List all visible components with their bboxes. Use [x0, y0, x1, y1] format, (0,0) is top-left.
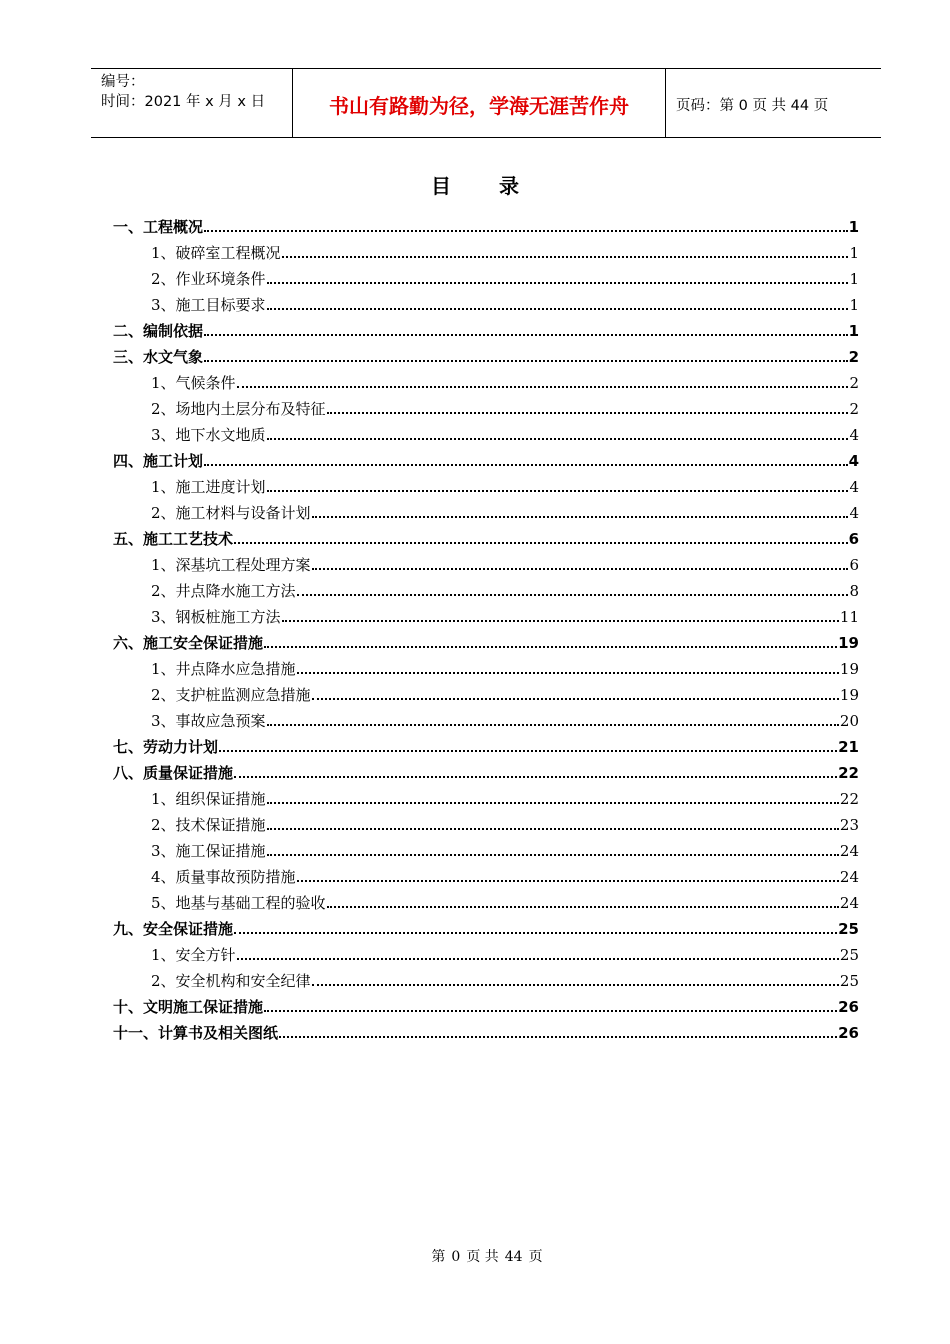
toc-entry-page: 19	[839, 686, 859, 704]
toc-subsection-entry[interactable]	[113, 938, 859, 964]
toc-entry-title: 5、地基与基础工程的验收	[151, 894, 326, 912]
toc-subsection-entry[interactable]	[113, 470, 859, 496]
toc-entry-title: 2、作业环境条件	[151, 270, 266, 288]
toc-entry-page: 1	[848, 322, 859, 340]
toc-entry-page: 23	[839, 816, 859, 834]
toc-dot-leader	[282, 256, 849, 258]
toc-subsection-entry[interactable]	[113, 366, 859, 392]
toc-entry-title: 1、施工进度计划	[151, 478, 266, 496]
toc-dot-leader	[234, 542, 848, 544]
toc-entry-page: 4	[849, 504, 859, 522]
toc-entry-title: 2、安全机构和安全纪律	[151, 972, 311, 990]
toc-entry-page: 20	[839, 712, 859, 730]
toc-entry-title: 一、工程概况	[113, 218, 204, 236]
toc-entry-title: 2、场地内土层分布及特征	[151, 400, 326, 418]
toc-entry-title: 2、施工材料与设备计划	[151, 504, 311, 522]
toc-entry-page: 25	[839, 946, 859, 964]
toc-dot-leader	[282, 620, 839, 622]
toc-entry-title: 十、文明施工保证措施	[113, 998, 264, 1016]
toc-dot-leader	[267, 802, 839, 804]
toc-dot-leader	[327, 906, 839, 908]
toc-entry-page: 19	[838, 634, 859, 652]
toc-dot-leader	[204, 334, 848, 336]
toc-entry-page: 25	[839, 972, 859, 990]
toc-subsection-entry[interactable]	[113, 600, 859, 626]
toc-entry-page: 2	[849, 400, 859, 418]
toc-entry-title: 1、气候条件	[151, 374, 236, 392]
toc-dot-leader	[267, 282, 849, 284]
toc-subsection-entry[interactable]	[113, 574, 859, 600]
toc-subsection-entry[interactable]	[113, 418, 859, 444]
toc-entry-page: 1	[849, 296, 859, 314]
header-motto: 书山有路勤为径，学海无涯苦作舟	[293, 69, 666, 137]
toc-section-entry[interactable]	[113, 912, 859, 938]
toc-dot-leader	[297, 672, 839, 674]
toc-entry-title: 九、安全保证措施	[113, 920, 234, 938]
toc-entry-page: 1	[849, 270, 859, 288]
toc-section-entry[interactable]	[113, 444, 859, 470]
footer-mid: 页 共	[466, 1249, 499, 1265]
toc-entry-page: 1	[848, 218, 859, 236]
toc-dot-leader	[279, 1036, 837, 1038]
toc-subsection-entry[interactable]	[113, 652, 859, 678]
toc-subsection-entry[interactable]	[113, 964, 859, 990]
toc-entry-page: 6	[849, 556, 859, 574]
toc-section-entry[interactable]	[113, 626, 859, 652]
toc-entry-page: 4	[849, 478, 859, 496]
toc-dot-leader	[264, 1010, 837, 1012]
document-number-label: 编号：	[101, 74, 145, 90]
toc-title: 目录	[431, 174, 567, 198]
toc-entry-title: 三、水文气象	[113, 348, 204, 366]
toc-subsection-entry[interactable]	[113, 392, 859, 418]
toc-entry-page: 4	[848, 452, 859, 470]
toc-entry-title: 1、破碎室工程概况	[151, 244, 281, 262]
header-meta-cell	[91, 69, 293, 137]
toc-dot-leader	[237, 958, 839, 960]
toc-entry-title: 七、劳动力计划	[113, 738, 219, 756]
toc-entry-title: 十一、计算书及相关图纸	[113, 1024, 279, 1042]
toc-subsection-entry[interactable]	[113, 834, 859, 860]
toc-section-entry[interactable]	[113, 990, 859, 1016]
toc-entry-page: 1	[849, 244, 859, 262]
toc-section-entry[interactable]	[113, 1016, 859, 1042]
toc-entry-page: 24	[839, 868, 859, 886]
toc-entry-page: 6	[848, 530, 859, 548]
toc-entry-page: 24	[839, 842, 859, 860]
toc-entry-page: 22	[838, 764, 859, 782]
toc-subsection-entry[interactable]	[113, 782, 859, 808]
toc-entry-page: 19	[839, 660, 859, 678]
toc-dot-leader	[204, 230, 848, 232]
toc-dot-leader	[267, 490, 849, 492]
toc-entry-page: 25	[838, 920, 859, 938]
toc-entry-title: 五、施工工艺技术	[113, 530, 234, 548]
toc-subsection-entry[interactable]	[113, 704, 859, 730]
toc-entry-title: 3、事故应急预案	[151, 712, 266, 730]
toc-dot-leader	[297, 880, 839, 882]
toc-dot-leader	[312, 568, 849, 570]
toc-subsection-entry[interactable]	[113, 808, 859, 834]
toc-dot-leader	[312, 984, 839, 986]
toc-subsection-entry[interactable]	[113, 860, 859, 886]
toc-dot-leader	[234, 776, 837, 778]
toc-entry-title: 1、深基坑工程处理方案	[151, 556, 311, 574]
toc-entry-page: 21	[838, 738, 859, 756]
toc-dot-leader	[219, 750, 837, 752]
toc-entry-title: 2、井点降水施工方法	[151, 582, 296, 600]
toc-entry-title: 八、质量保证措施	[113, 764, 234, 782]
toc-entry-title: 2、技术保证措施	[151, 816, 266, 834]
toc-subsection-entry[interactable]	[113, 548, 859, 574]
toc-entry-page: 24	[839, 894, 859, 912]
table-of-contents	[113, 210, 859, 1042]
toc-subsection-entry[interactable]	[113, 236, 859, 262]
toc-section-entry[interactable]	[113, 522, 859, 548]
footer-suffix: 页	[528, 1249, 543, 1265]
toc-entry-page: 4	[849, 426, 859, 444]
toc-entry-page: 26	[838, 998, 859, 1016]
toc-entry-title: 1、安全方针	[151, 946, 236, 964]
toc-entry-title: 1、组织保证措施	[151, 790, 266, 808]
toc-dot-leader	[312, 516, 849, 518]
toc-entry-title: 4、质量事故预防措施	[151, 868, 296, 886]
document-time-label: 时间：2021 年 x 月 x 日	[101, 94, 266, 110]
toc-entry-title: 3、施工目标要求	[151, 296, 266, 314]
toc-entry-title: 3、钢板桩施工方法	[151, 608, 281, 626]
header-page-info: 页码：第 0 页 共 44 页	[676, 97, 829, 114]
toc-entry-title: 二、编制依据	[113, 322, 204, 340]
toc-entry-title: 3、地下水文地质	[151, 426, 266, 444]
toc-entry-page: 11	[839, 608, 859, 626]
toc-entry-title: 2、支护桩监测应急措施	[151, 686, 311, 704]
toc-section-entry[interactable]	[113, 756, 859, 782]
toc-section-entry[interactable]	[113, 210, 859, 236]
toc-section-entry[interactable]	[113, 340, 859, 366]
toc-dot-leader	[267, 828, 839, 830]
toc-section-entry[interactable]	[113, 314, 859, 340]
toc-subsection-entry[interactable]	[113, 262, 859, 288]
toc-dot-leader	[327, 412, 849, 414]
toc-dot-leader	[237, 386, 849, 388]
toc-dot-leader	[264, 646, 837, 648]
toc-entry-title: 3、施工保证措施	[151, 842, 266, 860]
footer-prefix: 第	[431, 1249, 446, 1265]
document-header	[91, 68, 881, 138]
toc-entry-page: 22	[839, 790, 859, 808]
toc-dot-leader	[267, 308, 849, 310]
toc-dot-leader	[267, 724, 839, 726]
toc-entry-title: 四、施工计划	[113, 452, 204, 470]
toc-subsection-entry[interactable]	[113, 886, 859, 912]
toc-entry-page: 26	[838, 1024, 859, 1042]
toc-dot-leader	[234, 932, 837, 934]
toc-subsection-entry[interactable]	[113, 678, 859, 704]
toc-entry-page: 8	[849, 582, 859, 600]
toc-dot-leader	[312, 698, 839, 700]
toc-entry-page: 2	[849, 374, 859, 392]
toc-entry-title: 六、施工安全保证措施	[113, 634, 264, 652]
toc-subsection-entry[interactable]	[113, 496, 859, 522]
toc-dot-leader	[267, 438, 849, 440]
footer-total-pages: 44	[504, 1249, 523, 1265]
toc-subsection-entry[interactable]	[113, 288, 859, 314]
toc-entry-page: 2	[848, 348, 859, 366]
toc-section-entry[interactable]	[113, 730, 859, 756]
toc-dot-leader	[267, 854, 839, 856]
page-footer	[0, 1246, 950, 1266]
footer-current-page: 0	[451, 1249, 461, 1265]
toc-dot-leader	[297, 594, 849, 596]
toc-dot-leader	[204, 464, 848, 466]
toc-entry-title: 1、井点降水应急措施	[151, 660, 296, 678]
toc-dot-leader	[204, 360, 848, 362]
